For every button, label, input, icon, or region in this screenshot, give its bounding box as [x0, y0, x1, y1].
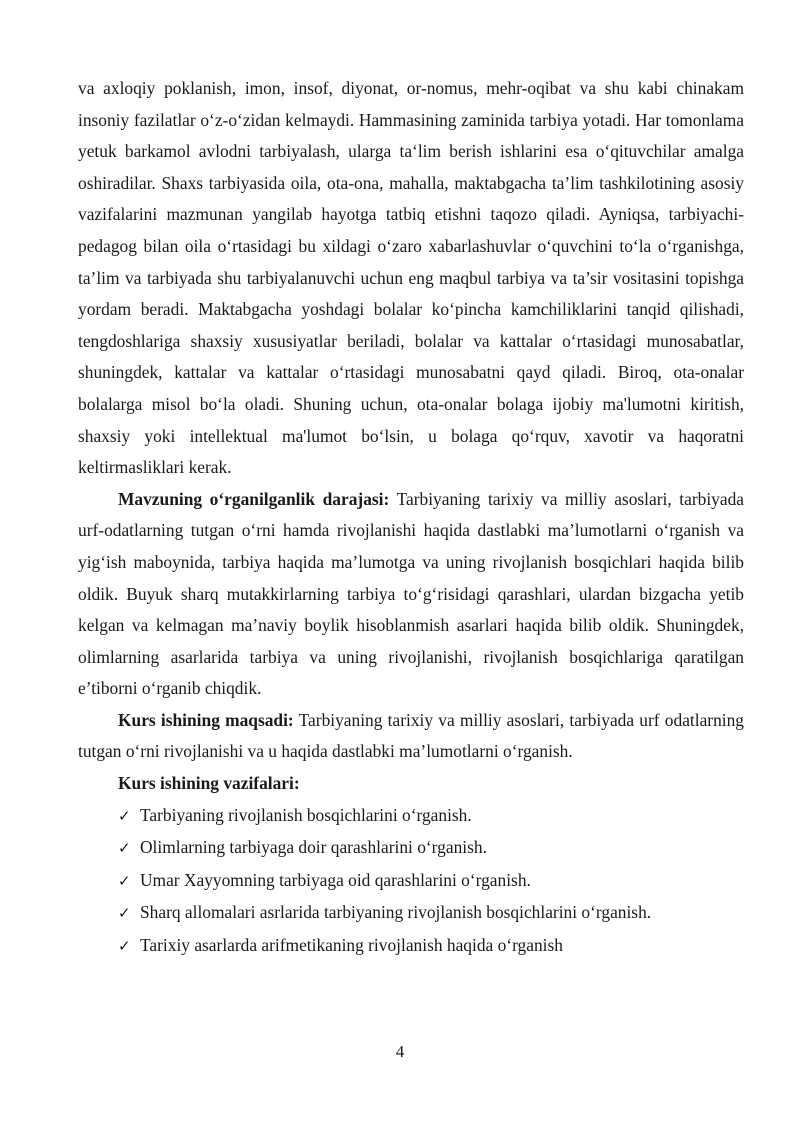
- goal-paragraph: [78, 705, 744, 768]
- list-item: [118, 800, 744, 833]
- page-number: 4: [395, 1042, 405, 1061]
- list-item: [118, 930, 744, 963]
- task-text: Olimlarning tarbiyaga doir qarashlarini o‘rganish.: [140, 837, 487, 858]
- task-text: Sharq allomalari asrlarida tarbiyaning rivojlanish bosqichlarini o‘rganish.: [140, 902, 652, 923]
- study-level-label: Mavzuning o‘rganilganlik darajasi:: [118, 488, 390, 509]
- list-item: [118, 897, 744, 930]
- goal-label: Kurs ishining maqsadi:: [118, 709, 294, 730]
- checkmark-icon: ✓: [118, 839, 131, 858]
- task-text: Tarixiy asarlarda arifmetikaning rivojlanish haqida o‘rganish: [140, 935, 563, 956]
- tasks-list: [78, 800, 744, 963]
- task-text: Umar Xayyomning tarbiyaga oid qarashlarini o‘rganish.: [140, 869, 531, 890]
- document-body: [78, 73, 744, 963]
- checkmark-icon: ✓: [118, 904, 131, 923]
- checkmark-icon: ✓: [118, 871, 131, 890]
- intro-paragraph: va axloqiy poklanish, imon, insof, diyonat, or-nomus, mehr-oqibat va shu kabi chinakam insoniy fazilatlar o‘z-o‘zidan kelmaydi. Hammasining zaminida tarbiya yotadi. Har tomonlama yetuk barkamol avlodni tarbiyalash, ularga ta‘lim berish ishlarini esa o‘qituvchilar amalga oshiradilar. Shaxs tarbiyasida oila, ota-ona, mahalla, maktabgacha ta’lim tashkilotining asosiy vazifalarini mazmunan yangilab hayotga tatbiq etishni taqozo qiladi. Ayniqsa, tarbiyachi-pedagog bilan oila o‘rtasidagi bu xildagi o‘zaro xabarlashuvlar o‘quvchini to‘la o‘rganishga, ta’lim va tarbiyada shu tarbiyalanuvchi uchun eng maqbul tarbiya va ta’sir vositasini topishga yordam beradi. Maktabgacha yoshdagi bolalar ko‘pincha kamchiliklarini tanqid qilishadi, tengdoshlariga shaxsiy xususiyatlar beriladi, bolalar va kattalar o‘rtasidagi munosabatlar, shuningdek, kattalar va kattalar o‘rtasidagi munosabatni qayd qiladi. Biroq, ota-onalar bolalarga misol bo‘la oladi. Shuning uchun, ota-onalar bolaga ijobiy ma'lumotni kiritish, shaxsiy yoki intellektual ma'lumot bo‘lsin, u bolaga qo‘rquv, xavotir va haqoratni keltirmasliklari kerak.: [78, 78, 744, 478]
- checkmark-icon: ✓: [118, 937, 131, 956]
- list-item: [118, 865, 744, 898]
- checkmark-icon: ✓: [118, 806, 131, 825]
- task-text: Tarbiyaning rivojlanish bosqichlarini o‘rganish.: [140, 804, 472, 825]
- study-level-paragraph: [78, 484, 744, 705]
- tasks-heading: Kurs ishining vazifalari:: [118, 773, 300, 794]
- study-level-text: Tarbiyaning tarixiy va milliy asoslari, tarbiyada urf-odatlarning tutgan o‘rni hamda rivojlanishi haqida dastlabki ma’lumotlarni o‘rganish va yig‘ish maboynida, tarbiya haqida ma’lumotga va uning rivojlanish bosqichlari haqida bilib oldik. Buyuk sharq mutakkirlarning tarbiya to‘g‘risidagi qarashlari, ulardan bizgacha yetib kelgan va kelmagan ma’naviy boylik hisoblanmish asarlari haqida bilib oldik. Shuningdek, olimlarning asarlarida tarbiya va uning rivojlanishi, rivojlanish bosqichlariga qaratilgan e’tiborni o‘rganib chiqdik.: [78, 488, 745, 699]
- list-item: [118, 832, 744, 865]
- goal-text: Tarbiyaning tarixiy va milliy asoslari, tarbiyada urf odatlarning tutgan o‘rni rivojlanishi va u haqida dastlabki ma’lumotlarni o‘rganish.: [78, 709, 745, 762]
